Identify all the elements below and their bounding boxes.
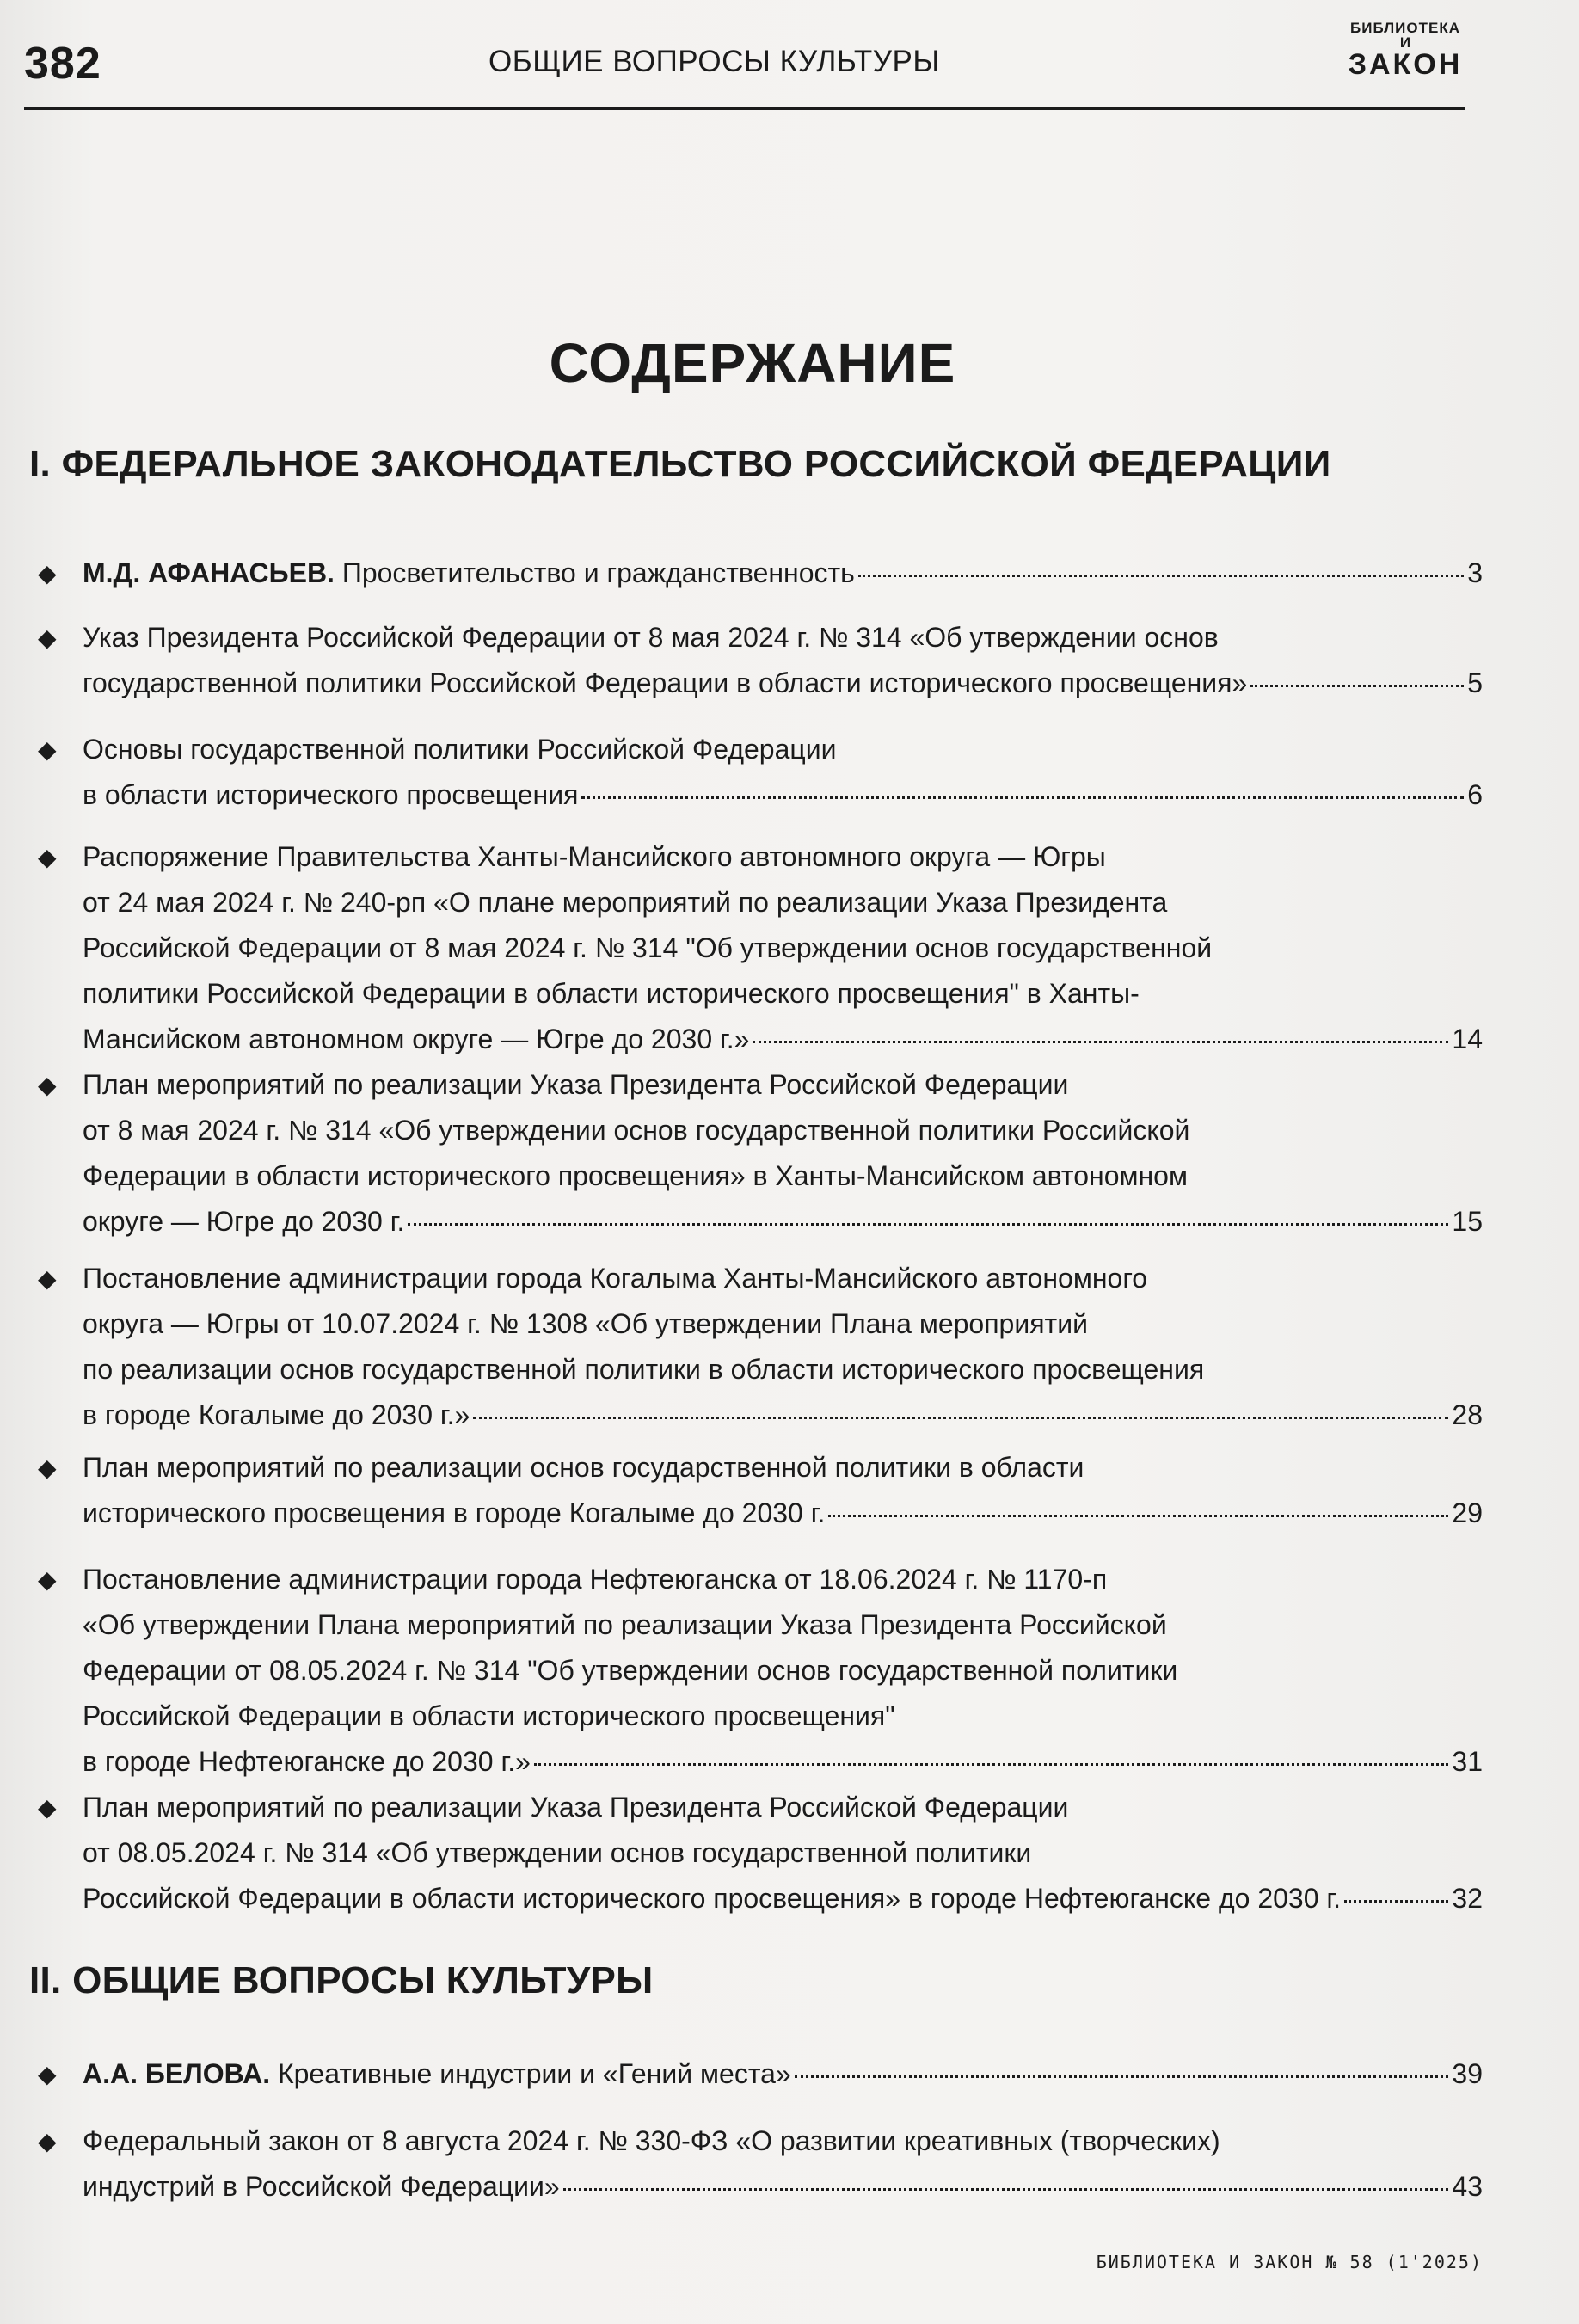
journal-logo xyxy=(1345,21,1465,79)
entry-page: 29 xyxy=(1452,1497,1483,1528)
entry-title: округе — Югре до 2030 г. xyxy=(83,1206,405,1237)
toc-entry[interactable] xyxy=(38,1557,1483,1785)
toc-entry[interactable] xyxy=(38,1062,1483,1245)
leader-dots xyxy=(581,796,1464,799)
entry-line: Постановление администрации города Нефтеюганска от 18.06.2024 г. № 1170-п xyxy=(83,1564,1108,1595)
page-number: 382 xyxy=(24,39,101,89)
entry-author: М.Д. АФАНАСЬЕВ. xyxy=(83,557,335,588)
entry-title: Мансийском автономном округе — Югре до 2030 г.» xyxy=(83,1024,750,1054)
entry-line: от 8 мая 2024 г. № 314 «Об утверждении основ государственной политики Российской xyxy=(83,1115,1190,1146)
diamond-bullet-icon: ◆ xyxy=(38,1265,57,1292)
toc-entry-last-line xyxy=(83,772,1483,818)
toc-entry-last-line xyxy=(83,1199,1483,1245)
toc-entry-last-line xyxy=(83,550,1483,596)
entry-line: политики Российской Федерации в области исторического просвещения" в Ханты- xyxy=(83,978,1140,1009)
leader-dots xyxy=(828,1515,1448,1517)
leader-dots xyxy=(563,2188,1449,2191)
entry-title: Просветительство и гражданственность xyxy=(341,557,855,588)
toc-entry[interactable] xyxy=(38,727,1483,818)
leader-dots xyxy=(1250,685,1464,687)
toc-entry-last-line xyxy=(83,661,1483,706)
entry-line: Федерации от 08.05.2024 г. № 314 "Об утверждении основ государственной политики xyxy=(83,1655,1178,1686)
entry-page: 15 xyxy=(1452,1206,1483,1237)
entry-title: исторического просвещения в городе Когалыме до 2030 г. xyxy=(83,1497,826,1528)
entry-line: от 08.05.2024 г. № 314 «Об утверждении основ государственной политики xyxy=(83,1837,1032,1868)
entry-title: Российской Федерации в области исторического просвещения» в городе Нефтеюганске до 2030 г. xyxy=(83,1883,1342,1914)
toc-entry[interactable] xyxy=(38,1445,1483,1536)
entry-page: 3 xyxy=(1467,557,1483,588)
entry-line: План мероприятий по реализации Указа Президента Российской Федерации xyxy=(83,1792,1069,1823)
diamond-bullet-icon: ◆ xyxy=(38,844,57,870)
diamond-bullet-icon: ◆ xyxy=(38,2128,57,2155)
part-title-2: II. ОБЩИЕ ВОПРОСЫ КУЛЬТУРЫ xyxy=(29,1959,654,2001)
entry-line: Федеральный закон от 8 августа 2024 г. № 330-ФЗ «О развитии креативных (творческих) xyxy=(83,2125,1220,2156)
entry-line: План мероприятий по реализации основ государственной политики в области xyxy=(83,1452,1084,1483)
page-footer: БИБЛИОТЕКА И ЗАКОН № 58 (1'2025) xyxy=(1096,2252,1483,2272)
diamond-bullet-icon: ◆ xyxy=(38,1794,57,1821)
toc-entry[interactable] xyxy=(38,1785,1483,1921)
toc-title: СОДЕРЖАНИЕ xyxy=(549,332,956,394)
toc-entry[interactable] xyxy=(38,550,1483,596)
logo-line-2: И xyxy=(1399,34,1411,51)
entry-page: 5 xyxy=(1467,667,1483,698)
entry-page: 28 xyxy=(1452,1399,1483,1430)
entry-line: Основы государственной политики Российской Федерации xyxy=(83,734,837,765)
entry-page: 39 xyxy=(1452,2058,1483,2089)
toc-entry-last-line xyxy=(83,1393,1483,1438)
entry-title: в области исторического просвещения xyxy=(83,779,579,810)
entry-page: 6 xyxy=(1467,779,1483,810)
running-title: ОБЩИЕ ВОПРОСЫ КУЛЬТУРЫ xyxy=(488,45,940,78)
entry-line: по реализации основ государственной политики в области исторического просвещения xyxy=(83,1354,1205,1385)
toc-entry-last-line xyxy=(83,2051,1483,2097)
toc-entry[interactable] xyxy=(38,2118,1483,2210)
diamond-bullet-icon: ◆ xyxy=(38,1454,57,1481)
entry-line: Указ Президента Российской Федерации от 8 мая 2024 г. № 314 «Об утверждении основ xyxy=(83,622,1219,653)
toc-entry-last-line xyxy=(83,1491,1483,1536)
logo-line-3: ЗАКОН xyxy=(1348,48,1463,81)
leader-dots xyxy=(753,1041,1448,1043)
entry-line: округа — Югры от 10.07.2024 г. № 1308 «Об утверждении Плана мероприятий xyxy=(83,1308,1088,1339)
entry-author: А.А. БЕЛОВА. xyxy=(83,2058,271,2089)
diamond-bullet-icon: ◆ xyxy=(38,624,57,651)
entry-line: Постановление администрации города Когалыма Ханты-Мансийского автономного xyxy=(83,1263,1148,1294)
toc-entry-last-line xyxy=(83,1739,1483,1785)
toc-entry[interactable] xyxy=(38,834,1483,1062)
entry-line: «Об утверждении Плана мероприятий по реализации Указа Президента Российской xyxy=(83,1609,1167,1640)
logo-line-1: БИБЛИОТЕКА xyxy=(1350,20,1460,36)
diamond-bullet-icon: ◆ xyxy=(38,1566,57,1593)
part-title-1: I. ФЕДЕРАЛЬНОЕ ЗАКОНОДАТЕЛЬСТВО РОССИЙСКОЙ ФЕДЕРАЦИИ xyxy=(29,443,1331,485)
leader-dots xyxy=(858,575,1464,577)
entry-line: Российской Федерации от 8 мая 2024 г. № 314 "Об утверждении основ государственной xyxy=(83,932,1213,963)
entry-line: Федерации в области исторического просвещения» в Ханты-Мансийском автономном xyxy=(83,1160,1188,1191)
entry-line: План мероприятий по реализации Указа Президента Российской Федерации xyxy=(83,1069,1069,1100)
leader-dots xyxy=(408,1223,1448,1226)
entry-title: индустрий в Российской Федерации» xyxy=(83,2171,560,2202)
toc-entry[interactable] xyxy=(38,1256,1483,1438)
toc-entry-last-line xyxy=(83,2164,1483,2210)
leader-dots xyxy=(795,2075,1449,2078)
entry-page: 31 xyxy=(1452,1746,1483,1777)
entry-line: Распоряжение Правительства Ханты-Мансийского автономного округа — Югры xyxy=(83,841,1106,872)
diamond-bullet-icon: ◆ xyxy=(38,1072,57,1098)
toc-entry-last-line xyxy=(83,1017,1483,1062)
diamond-bullet-icon: ◆ xyxy=(38,2061,57,2087)
diamond-bullet-icon: ◆ xyxy=(38,560,57,587)
entry-title: в городе Когалыме до 2030 г.» xyxy=(83,1399,470,1430)
entry-line: от 24 мая 2024 г. № 240-рп «О плане мероприятий по реализации Указа Президента xyxy=(83,887,1168,918)
diamond-bullet-icon: ◆ xyxy=(38,736,57,763)
leader-dots xyxy=(1344,1900,1448,1903)
page-header xyxy=(24,20,1465,110)
toc-entry[interactable] xyxy=(38,2051,1483,2097)
leader-dots xyxy=(473,1417,1448,1419)
entry-title: государственной политики Российской Федерации в области исторического просвещения» xyxy=(83,667,1248,698)
entry-page: 32 xyxy=(1452,1883,1483,1914)
entry-page: 43 xyxy=(1452,2171,1483,2202)
toc-entry-last-line xyxy=(83,1876,1483,1921)
leader-dots xyxy=(534,1763,1449,1766)
entry-line: Российской Федерации в области исторического просвещения" xyxy=(83,1700,895,1731)
toc-entry[interactable] xyxy=(38,615,1483,706)
entry-title: в городе Нефтеюганске до 2030 г.» xyxy=(83,1746,531,1777)
entry-page: 14 xyxy=(1452,1024,1483,1054)
entry-title: Креативные индустрии и «Гений места» xyxy=(277,2058,791,2089)
